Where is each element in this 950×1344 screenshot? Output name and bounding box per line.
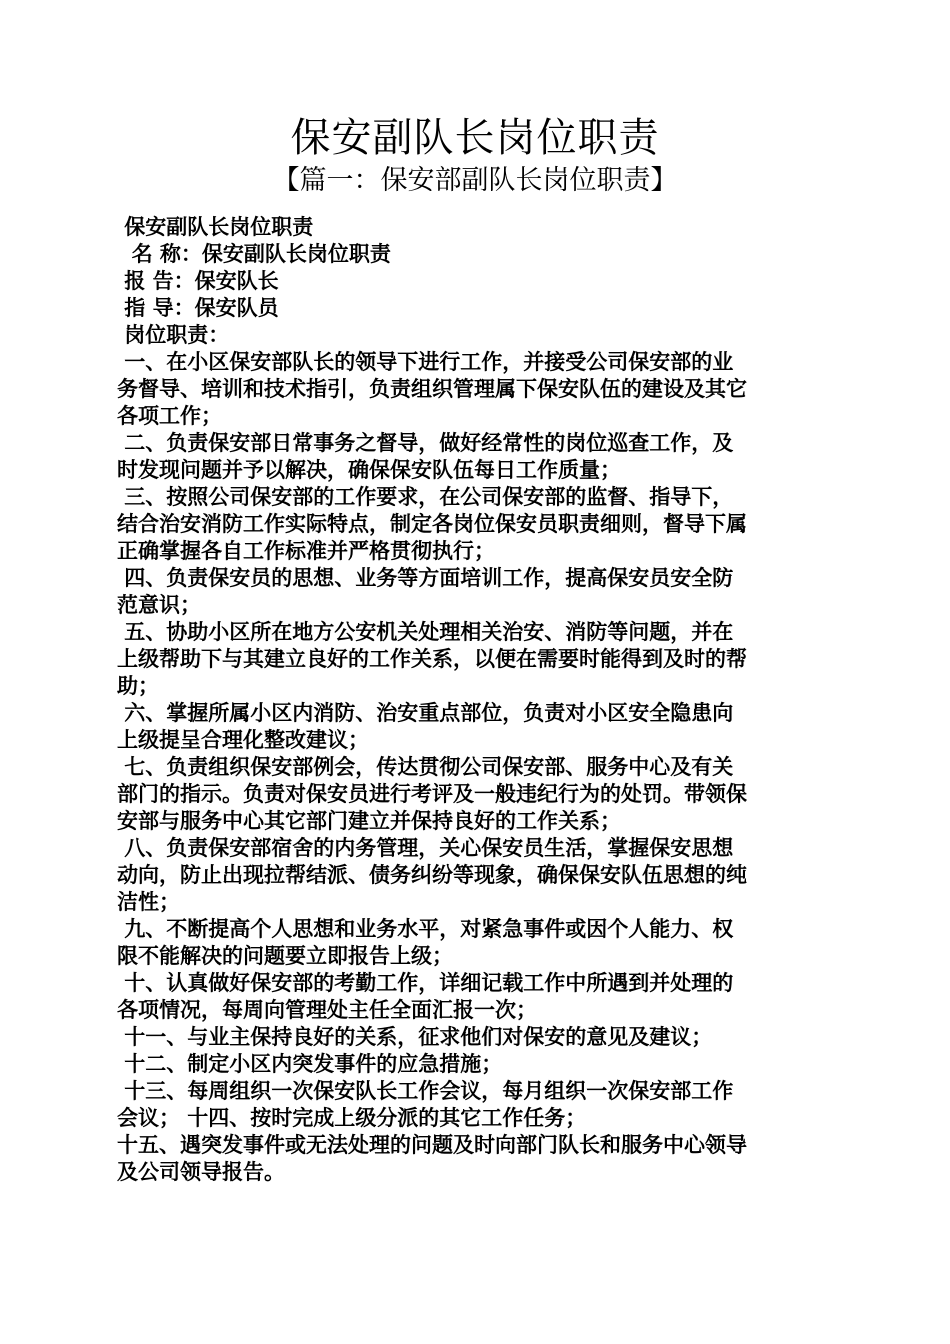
body-text-line: 九、不断提高个人思想和业务水平，对紧急事件或因个人能力、权 <box>117 917 734 941</box>
body-text-line: 上级帮助下与其建立良好的工作关系，以便在需要时能得到及时的帮 <box>117 647 747 671</box>
body-text-line: 动向，防止出现拉帮结派、债务纠纷等现象，确保保安队伍思想的纯 <box>117 863 747 887</box>
body-text-line: 岗位职责： <box>117 323 230 347</box>
document-body <box>117 214 839 1186</box>
body-text-line: 四、负责保安员的思想、业务等方面培训工作，提高保安员安全防 <box>117 566 734 590</box>
body-text-line: 三、按照公司保安部的工作要求，在公司保安部的监督、指导下， <box>117 485 734 509</box>
body-text-line: 限不能解决的问题要立即报告上级； <box>117 944 453 968</box>
body-text-line: 上级提呈合理化整改建议； <box>117 728 369 752</box>
body-text-line: 指 导：保安队员 <box>117 296 279 320</box>
document-title: 保安副队长岗位职责 <box>290 115 660 161</box>
body-text-line: 范意识； <box>117 593 201 617</box>
body-text-line: 十五、遇突发事件或无法处理的问题及时向部门队长和服务中心领导 <box>117 1133 747 1157</box>
body-text-line: 六、掌握所属小区内消防、治安重点部位，负责对小区安全隐患向 <box>117 701 734 725</box>
body-text-line: 时发现问题并予以解决，确保保安队伍每日工作质量； <box>117 458 621 482</box>
body-text-line: 安部与服务中心其它部门建立并保持良好的工作关系； <box>117 809 621 833</box>
body-text-line: 保安副队长岗位职责 <box>117 215 314 239</box>
body-text-line: 各项情况，每周向管理处主任全面汇报一次； <box>117 998 537 1022</box>
body-text-line: 十三、每周组织一次保安队长工作会议，每月组织一次保安部工作 <box>117 1079 734 1103</box>
body-text-line: 八、负责保安部宿舍的内务管理，关心保安员生活，掌握保安思想 <box>117 836 734 860</box>
body-text-line: 二、负责保安部日常事务之督导，做好经常性的岗位巡查工作，及 <box>117 431 734 455</box>
body-text-line: 洁性； <box>117 890 180 914</box>
body-text-line: 务督导、培训和技术指引，负责组织管理属下保安队伍的建设及其它 <box>117 377 747 401</box>
body-text-line: 会议； 十四、按时完成上级分派的其它工作任务； <box>117 1106 587 1130</box>
body-text-line: 十二、制定小区内突发事件的应急措施； <box>117 1052 503 1076</box>
body-text-line: 各项工作； <box>117 404 222 428</box>
document-subtitle: 【篇一：保安部副队长岗位职责】 <box>272 165 678 196</box>
body-text-line: 结合治安消防工作实际特点，制定各岗位保安员职责细则，督导下属 <box>117 512 747 536</box>
body-text-line: 十、认真做好保安部的考勤工作，详细记载工作中所遇到并处理的 <box>117 971 734 995</box>
body-text-line: 正确掌握各自工作标准并严格贯彻执行； <box>117 539 495 563</box>
body-text-line: 七、负责组织保安部例会，传达贯彻公司保安部、服务中心及有关 <box>117 755 734 779</box>
body-text-line: 五、协助小区所在地方公安机关处理相关治安、消防等问题，并在 <box>117 620 734 644</box>
body-text-line: 名 称：保安副队长岗位职责 <box>117 242 391 266</box>
body-text-line: 报 告：保安队长 <box>117 269 279 293</box>
body-text-line: 助； <box>117 674 159 698</box>
body-text-line: 十一、与业主保持良好的关系，征求他们对保安的意见及建议； <box>117 1025 713 1049</box>
body-text-line: 及公司领导报告。 <box>117 1160 285 1184</box>
body-text-line: 部门的指示。负责对保安员进行考评及一般违纪行为的处罚。带领保 <box>117 782 747 806</box>
body-text-line: 一、在小区保安部队长的领导下进行工作，并接受公司保安部的业 <box>117 350 734 374</box>
